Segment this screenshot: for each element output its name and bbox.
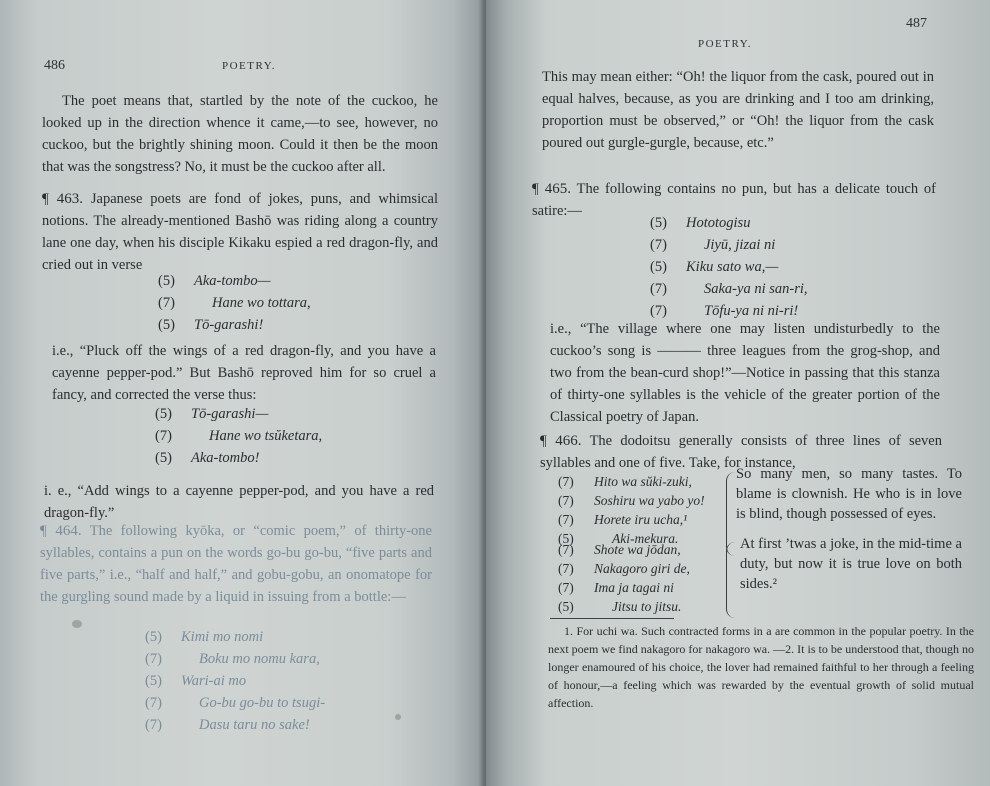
syllable-count: (5) (158, 273, 175, 289)
dodoitsu-verse-1 (558, 472, 705, 548)
verse-text: Wari-ai mo (181, 673, 247, 689)
dodoitsu-verse-2 (558, 540, 690, 616)
verse-text: Hane wo tsŭketara, (209, 428, 323, 444)
verse-line (155, 447, 322, 469)
syllable-count: (5) (650, 259, 667, 275)
paragraph-463 (42, 188, 438, 276)
verse-text: Saka-ya ni san-ri, (704, 281, 808, 297)
paragraph-465-text: The following contains no pun, but has a delicate touch of satire:— (532, 181, 936, 219)
dodoitsu-line (558, 510, 705, 529)
footnotes: 1. For uchi wa. Such contracted forms in a are common in the popular poetry. In the next poem we find nakagoro for nakagoro wa. —2. It is to be understood that, though no longer enamoured of his choice, the lover had remained faithful to her through a feeling of honour,—a feeling which was rewarded by the eventual growth of solid mutual affection. (548, 624, 974, 710)
verse-corrected (155, 403, 322, 469)
verse-hototogisu (650, 212, 808, 322)
verse-text: Boku mo nomu kara, (199, 651, 320, 667)
verse-line (650, 256, 808, 278)
verse-text: Dasu taru no sake! (199, 717, 310, 733)
syllable-count: (5) (145, 673, 162, 689)
syllable-count: (7) (558, 580, 574, 595)
verse-text: Hototogisu (686, 215, 751, 231)
verse-text: Nakagoro giri de, (594, 561, 690, 576)
syllable-count: (7) (558, 474, 574, 489)
footnote-rule (550, 618, 674, 619)
syllable-count: (5) (158, 317, 175, 333)
syllable-count: (7) (145, 651, 162, 667)
dodoitsu-line (558, 472, 705, 491)
paragraph-ie-2: i. e., “Add wings to a cayenne pepper-pod, and you have a red dragon-fly.” (44, 483, 434, 521)
dodoitsu-line (558, 559, 690, 578)
verse-text: Aka-tombo! (191, 450, 260, 466)
paragraph-ie-1: i.e., “Pluck off the wings of a red dragon-fly, and you have a cayenne pepper-pod.” But Bashō reproved him for so cruel a fancy, and corrected the verse thus: (52, 343, 436, 403)
verse-line (158, 270, 311, 292)
section-mark-466: ¶ 466. (540, 433, 582, 449)
dodoitsu-line (558, 540, 690, 559)
syllable-count: (7) (650, 237, 667, 253)
verse-text: Hane wo tottara, (212, 295, 311, 311)
syllable-count: (7) (558, 493, 574, 508)
syllable-count: (5) (145, 629, 162, 645)
paragraph-464 (40, 520, 432, 608)
page-number-left: 486 (44, 58, 65, 73)
syllable-count: (5) (650, 215, 667, 231)
verse-text: Tō-garashi— (191, 406, 269, 422)
syllable-count: (7) (145, 695, 162, 711)
section-mark-464: ¶ 464. (40, 523, 82, 539)
running-head-left: POETRY. (222, 60, 277, 72)
paragraph-ie-village: i.e., “The village where one may listen undisturbedly to the cuckoo’s song is ——— three leagues from the grog-shop, and two from the bean-curd shop!”—Notice in passing that this stanza of thirty-one syllables is the vehicle of the greater portion of the Classical poetry of Japan. (550, 321, 940, 425)
verse-line (145, 626, 325, 648)
paragraph-466-text: The dodoitsu generally consists of three lines of seven syllables and one of five. Take, for instance, (540, 433, 942, 471)
verse-line (155, 425, 322, 447)
verse-line (145, 692, 325, 714)
left-page (0, 0, 486, 786)
verse-text: Go-bu go-bu to tsugi- (199, 695, 326, 711)
paragraph-464-text: The following kyōka, or “comic poem,” of thirty-one syllables, contains a pun on the words go-bu go-bu, “five parts and five parts,” i.e., “half and half,” and gobu-gobu, an onomatope for the gurgling sound made by a liquid in issuing from a bottle:— (40, 523, 432, 605)
syllable-count: (7) (558, 512, 574, 527)
verse-text: Tōfu-ya ni ni-ri! (704, 303, 799, 319)
verse-kyoka (145, 626, 325, 736)
verse-text: Tō-garashi! (194, 317, 264, 333)
paper-stain (395, 714, 401, 720)
syllable-count: (5) (558, 531, 574, 546)
section-mark-463: ¶ 463. (42, 191, 84, 207)
paragraph-liquor: This may mean either: “Oh! the liquor from the cask, poured out in equal halves, because, as you are drinking and I too am drinking, proportion must be observed,” or “Oh! the liquor from the cask poured out gurgle-gurgle, because, etc.” (542, 69, 934, 151)
syllable-count: (5) (558, 599, 574, 614)
syllable-count: (7) (558, 542, 574, 557)
verse-text: Soshiru wa yabo yo! (594, 493, 705, 508)
verse-line (155, 403, 322, 425)
verse-line (145, 714, 325, 736)
paragraph-cuckoo: The poet means that, startled by the note of the cuckoo, he looked up in the direction whence it came,—to see, however, no cuckoo, but the brightly shining moon. Could it then be the moon that was the songstress? No, it must be the cuckoo after all. (42, 93, 438, 175)
verse-text: Kimi mo nomi (181, 629, 264, 645)
running-head-right: POETRY. (698, 38, 753, 50)
brace-dodoitsu-2 (726, 542, 735, 618)
verse-text: Kiku sato wa,— (686, 259, 779, 275)
syllable-count: (7) (650, 281, 667, 297)
dodoitsu-line (558, 597, 690, 616)
syllable-count: (7) (158, 295, 175, 311)
syllable-count: (7) (155, 428, 172, 444)
verse-text: Ima ja tagai ni (594, 580, 674, 595)
verse-text: Aki-mekura. (612, 531, 679, 546)
section-mark-465: ¶ 465. (532, 181, 572, 197)
syllable-count: (7) (145, 717, 162, 733)
verse-text: Shote wa jōdan, (594, 542, 681, 557)
dodoitsu-line (558, 491, 705, 510)
dodoitsu-line (558, 578, 690, 597)
paragraph-463-text: Japanese poets are fond of jokes, puns, and whimsical notions. The already-mentioned Bashō was riding along a country lane one day, when his disciple Kikaku espied a red dragon-fly, and cried out in verse (42, 191, 439, 273)
verse-line (158, 292, 311, 314)
dodoitsu-2-translation: At first ’twas a joke, in the mid-time a duty, but now it is true love on both sides.² (740, 536, 962, 592)
paper-stain (72, 620, 82, 628)
verse-line (650, 212, 808, 234)
verse-line (145, 670, 325, 692)
right-page (486, 0, 990, 786)
syllable-count: (5) (155, 450, 172, 466)
verse-text: Jitsu to jitsu. (612, 599, 682, 614)
syllable-count: (7) (558, 561, 574, 576)
dodoitsu-1-translation: So many men, so many tastes. To blame is clownish. He who is in love is blind, though possessed of eyes. (736, 466, 962, 522)
syllable-count: (7) (650, 303, 667, 319)
verse-line (650, 278, 808, 300)
verse-text: Horete iru ucha,¹ (594, 512, 688, 527)
verse-line (145, 648, 325, 670)
verse-dragonfly (158, 270, 311, 336)
verse-text: Hito wa sŭki-zuki, (594, 474, 692, 489)
page-number-right: 487 (906, 16, 927, 31)
verse-text: Jiyū, jizai ni (704, 237, 776, 253)
syllable-count: (5) (155, 406, 172, 422)
verse-line (158, 314, 311, 336)
verse-text: Aka-tombo— (194, 273, 271, 289)
verse-line (650, 234, 808, 256)
